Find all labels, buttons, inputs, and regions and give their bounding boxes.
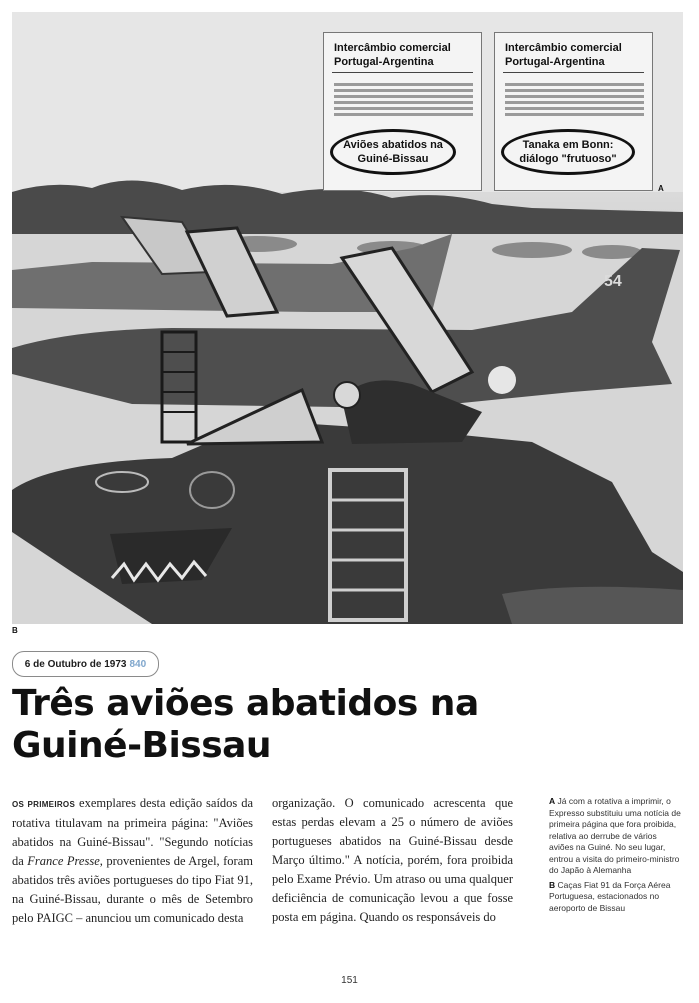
caption-b-letter: B [549,879,556,890]
lead-in: OS PRIMEIROS [12,800,76,809]
newspaper-clipping-1 [323,32,482,191]
photo-letter-b: B [12,626,18,635]
tail-number: 54 [604,273,622,290]
column-1-text-b: , provenientes de Argel, foram abatidos três aviões portugueses do tipo Fiat 91, na Guiné-Bissau, durante o mês de Setembro pelo PAIGC – anunciou um comunicado desta [12,854,253,925]
caption-b [549,880,683,915]
divider [332,72,473,73]
clipping-1-title: Intercâmbio comercial Portugal-Argentina [334,42,451,68]
photo-captions [549,796,683,917]
clipping-2-circled-headline: Tanaka em Bonn: diálogo "frutuoso" [501,129,635,175]
article-headline: Três aviões abatidos na Guiné-Bissau [12,683,479,766]
caption-a-text: Já com a rotativa a imprimir, o Expresso substituiu uma notícia de primeira página que fora proibida, relativa ao derrube de vários aviões na Guiné. No seu lugar, entrou a visita do primeiro-ministro do Japão à Alemanha [549,796,681,875]
divider [503,72,644,73]
caption-b-text: Caças Fiat 91 da Força Aérea Portuguesa, estacionados no aeroporto de Bissau [549,879,671,913]
caption-a-letter: A [549,796,556,806]
caption-a [549,796,683,877]
aircraft-photo [12,12,683,624]
clipping-1-circled-headline: Aviões abatidos na Guiné-Bissau [330,129,456,175]
column-2-text: organização. O comunicado acrescenta que estas perdas elevam a 25 o número de aviões portugueses abatidos na Guiné-Bissau desde Março último." A notícia, porém, fora proibida pelo Exame Prévio. Um atraso ou uma qualquer deficiência de comunicação levou a que fosse posta em página. Quando os responsáveis do [272,796,513,924]
edition-number: 840 [129,658,147,670]
edition-date: 6 de Outubro de 1973 [24,658,127,670]
clipping-2-text-lines [505,83,644,116]
clipping-2-title: Intercâmbio comercial Portugal-Argentina [505,42,622,68]
article-column-1 [12,794,253,928]
column-1-italic: France Presse [27,854,100,868]
column-1-text-a: exemplares desta edição saídos da rotativa titulavam na primeira página: "Aviões abatidos na Guiné-Bissau". "Segundo notícias da [12,796,254,868]
clipping-1-text-lines [334,83,473,116]
photo-letter-a: A [658,184,664,193]
date-badge [12,651,159,677]
article-column-2 [272,794,513,927]
page-number: 151 [341,975,358,986]
newspaper-clipping-2 [494,32,653,191]
